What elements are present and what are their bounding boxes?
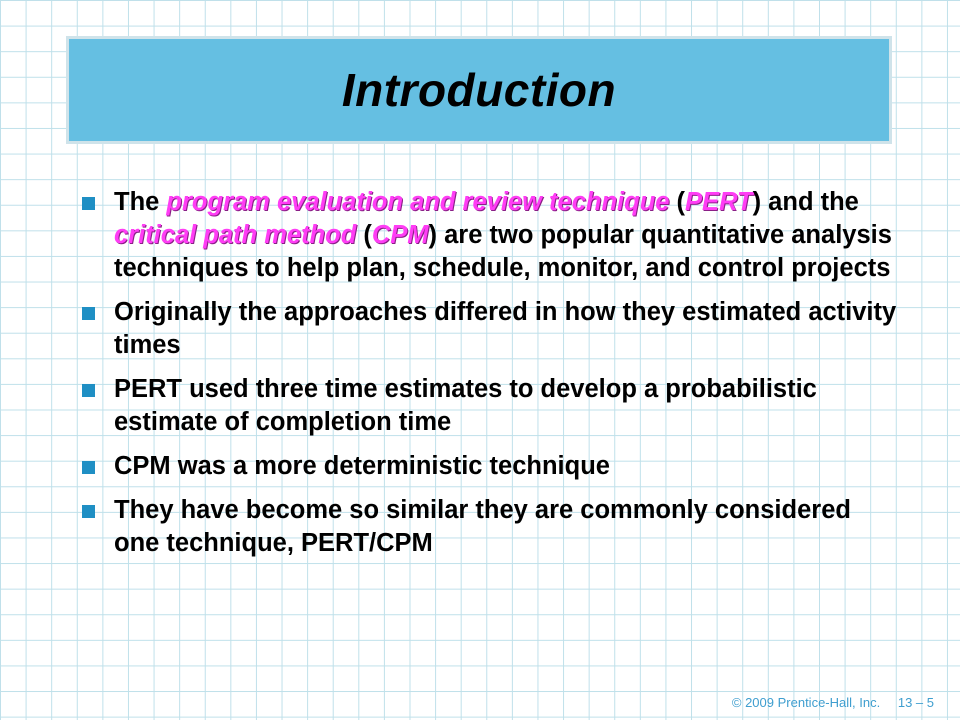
bullet-text: Originally the approaches differed in how they estimated activity times (114, 298, 897, 359)
bullet-text-segment: ( (669, 188, 686, 216)
bullet-text-segment: ( (356, 221, 372, 249)
bullet-text-segment: ) and the (752, 188, 859, 216)
square-bullet-icon (82, 307, 95, 320)
bullet-text: PERT used three time estimates to develop a probabilistic estimate of completion time (114, 375, 817, 436)
square-bullet-icon (82, 461, 95, 474)
emphasized-term: CPM (371, 221, 429, 249)
bullet-item (78, 450, 898, 483)
square-bullet-icon (82, 505, 95, 518)
emphasized-term: PERT (685, 188, 753, 216)
slide-title: Introduction (341, 64, 617, 116)
bullet-text-segment: ) are two popular quantitative analysis techniques to help plan, schedule, monitor, and control projects (114, 221, 892, 282)
bullet-list (78, 186, 898, 571)
emphasized-term: program evaluation and review technique (166, 188, 670, 216)
bullet-item (78, 296, 898, 362)
emphasized-term: critical path method (114, 221, 357, 249)
bullet-text-segment: The (114, 188, 167, 216)
bullet-text: They have become so similar they are commonly considered one technique, PERT/CPM (114, 496, 851, 557)
bullet-item (78, 373, 898, 439)
square-bullet-icon (82, 384, 95, 397)
title-bar (66, 36, 892, 144)
copyright-text: © 2009 Prentice-Hall, Inc. (731, 695, 881, 710)
bullet-text (114, 188, 892, 282)
bullet-item (78, 186, 898, 285)
bullet-item (78, 494, 898, 560)
square-bullet-icon (82, 197, 95, 210)
page-number: 13 – 5 (897, 695, 934, 710)
slide-footer (732, 695, 934, 710)
bullet-text: CPM was a more deterministic technique (114, 452, 610, 480)
